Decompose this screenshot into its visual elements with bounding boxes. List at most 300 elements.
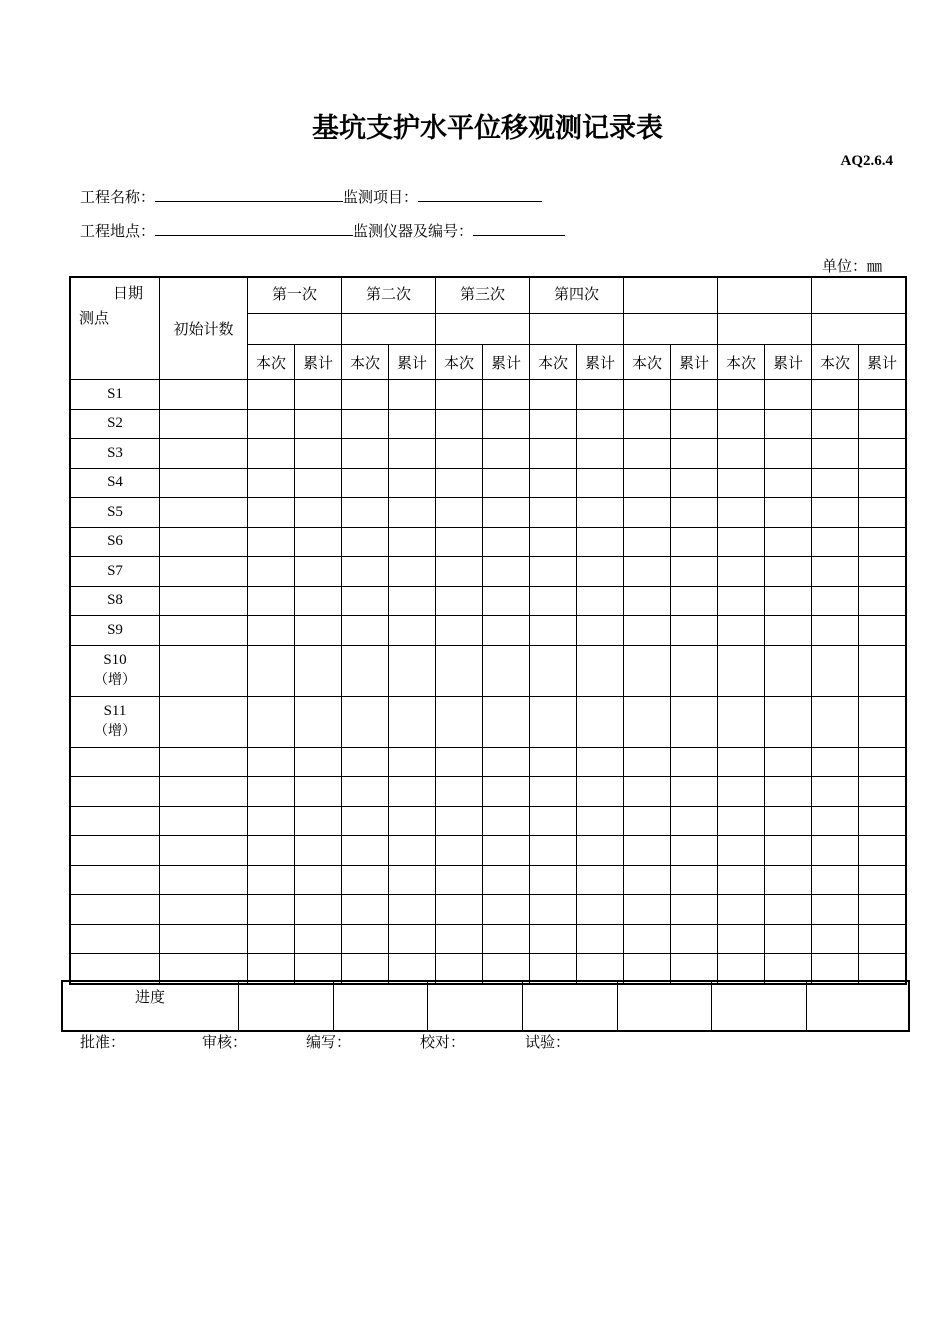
value-cell[interactable]	[342, 557, 389, 587]
value-cell[interactable]	[671, 409, 718, 439]
value-cell[interactable]	[436, 895, 483, 925]
value-cell[interactable]	[295, 645, 342, 696]
value-cell[interactable]	[859, 836, 906, 866]
initial-count-cell[interactable]	[160, 586, 248, 616]
value-cell[interactable]	[436, 527, 483, 557]
initial-count-cell[interactable]	[160, 924, 248, 954]
value-cell[interactable]	[389, 747, 436, 777]
value-cell[interactable]	[342, 836, 389, 866]
initial-count-cell[interactable]	[160, 954, 248, 984]
value-cell[interactable]	[624, 836, 671, 866]
initial-count-cell[interactable]	[160, 777, 248, 807]
value-cell[interactable]	[812, 954, 859, 984]
value-cell[interactable]	[389, 468, 436, 498]
value-cell[interactable]	[765, 924, 812, 954]
value-cell[interactable]	[295, 380, 342, 410]
value-cell[interactable]	[577, 747, 624, 777]
value-cell[interactable]	[765, 747, 812, 777]
project-name-blank[interactable]	[155, 186, 343, 202]
value-cell[interactable]	[436, 696, 483, 747]
value-cell[interactable]	[248, 895, 295, 925]
value-cell[interactable]	[718, 439, 765, 469]
value-cell[interactable]	[248, 924, 295, 954]
value-cell[interactable]	[248, 498, 295, 528]
value-cell[interactable]	[248, 468, 295, 498]
value-cell[interactable]	[624, 439, 671, 469]
value-cell[interactable]	[248, 527, 295, 557]
round-date-cell[interactable]	[812, 314, 906, 345]
value-cell[interactable]	[859, 439, 906, 469]
value-cell[interactable]	[624, 557, 671, 587]
value-cell[interactable]	[295, 439, 342, 469]
value-cell[interactable]	[248, 806, 295, 836]
value-cell[interactable]	[436, 468, 483, 498]
value-cell[interactable]	[530, 439, 577, 469]
value-cell[interactable]	[859, 865, 906, 895]
value-cell[interactable]	[765, 645, 812, 696]
value-cell[interactable]	[812, 806, 859, 836]
value-cell[interactable]	[342, 895, 389, 925]
progress-cell[interactable]	[428, 982, 523, 1031]
value-cell[interactable]	[671, 645, 718, 696]
value-cell[interactable]	[248, 645, 295, 696]
value-cell[interactable]	[859, 409, 906, 439]
value-cell[interactable]	[577, 409, 624, 439]
progress-cell[interactable]	[618, 982, 712, 1031]
value-cell[interactable]	[295, 586, 342, 616]
value-cell[interactable]	[577, 645, 624, 696]
value-cell[interactable]	[248, 747, 295, 777]
value-cell[interactable]	[295, 616, 342, 646]
value-cell[interactable]	[342, 806, 389, 836]
value-cell[interactable]	[248, 409, 295, 439]
value-cell[interactable]	[483, 954, 530, 984]
value-cell[interactable]	[624, 498, 671, 528]
value-cell[interactable]	[389, 865, 436, 895]
initial-count-cell[interactable]	[160, 439, 248, 469]
initial-count-cell[interactable]	[160, 865, 248, 895]
value-cell[interactable]	[812, 557, 859, 587]
value-cell[interactable]	[389, 586, 436, 616]
value-cell[interactable]	[295, 468, 342, 498]
value-cell[interactable]	[483, 836, 530, 866]
round-date-cell[interactable]	[624, 314, 718, 345]
value-cell[interactable]	[483, 696, 530, 747]
value-cell[interactable]	[718, 954, 765, 984]
value-cell[interactable]	[812, 777, 859, 807]
value-cell[interactable]	[671, 747, 718, 777]
value-cell[interactable]	[295, 895, 342, 925]
value-cell[interactable]	[624, 806, 671, 836]
value-cell[interactable]	[436, 777, 483, 807]
value-cell[interactable]	[671, 696, 718, 747]
value-cell[interactable]	[859, 924, 906, 954]
initial-count-cell[interactable]	[160, 895, 248, 925]
value-cell[interactable]	[577, 865, 624, 895]
value-cell[interactable]	[295, 409, 342, 439]
value-cell[interactable]	[436, 557, 483, 587]
value-cell[interactable]	[248, 696, 295, 747]
value-cell[interactable]	[295, 924, 342, 954]
value-cell[interactable]	[859, 557, 906, 587]
value-cell[interactable]	[577, 696, 624, 747]
initial-count-cell[interactable]	[160, 380, 248, 410]
value-cell[interactable]	[530, 616, 577, 646]
value-cell[interactable]	[718, 777, 765, 807]
value-cell[interactable]	[765, 836, 812, 866]
value-cell[interactable]	[436, 380, 483, 410]
value-cell[interactable]	[483, 439, 530, 469]
value-cell[interactable]	[436, 747, 483, 777]
value-cell[interactable]	[718, 557, 765, 587]
value-cell[interactable]	[483, 924, 530, 954]
value-cell[interactable]	[436, 954, 483, 984]
initial-count-cell[interactable]	[160, 527, 248, 557]
value-cell[interactable]	[295, 806, 342, 836]
value-cell[interactable]	[624, 954, 671, 984]
value-cell[interactable]	[624, 468, 671, 498]
value-cell[interactable]	[765, 380, 812, 410]
value-cell[interactable]	[436, 586, 483, 616]
value-cell[interactable]	[812, 527, 859, 557]
value-cell[interactable]	[389, 954, 436, 984]
value-cell[interactable]	[812, 498, 859, 528]
value-cell[interactable]	[671, 954, 718, 984]
value-cell[interactable]	[859, 954, 906, 984]
value-cell[interactable]	[577, 777, 624, 807]
value-cell[interactable]	[248, 439, 295, 469]
value-cell[interactable]	[812, 586, 859, 616]
value-cell[interactable]	[342, 645, 389, 696]
value-cell[interactable]	[812, 468, 859, 498]
value-cell[interactable]	[765, 498, 812, 528]
value-cell[interactable]	[295, 954, 342, 984]
value-cell[interactable]	[718, 806, 765, 836]
value-cell[interactable]	[530, 409, 577, 439]
value-cell[interactable]	[530, 836, 577, 866]
value-cell[interactable]	[671, 616, 718, 646]
value-cell[interactable]	[436, 616, 483, 646]
value-cell[interactable]	[530, 806, 577, 836]
value-cell[interactable]	[530, 645, 577, 696]
monitor-item-blank[interactable]	[418, 186, 542, 202]
value-cell[interactable]	[718, 586, 765, 616]
value-cell[interactable]	[765, 527, 812, 557]
value-cell[interactable]	[812, 409, 859, 439]
value-cell[interactable]	[577, 924, 624, 954]
value-cell[interactable]	[248, 836, 295, 866]
value-cell[interactable]	[718, 409, 765, 439]
value-cell[interactable]	[436, 498, 483, 528]
value-cell[interactable]	[483, 645, 530, 696]
value-cell[interactable]	[389, 836, 436, 866]
value-cell[interactable]	[295, 836, 342, 866]
value-cell[interactable]	[295, 557, 342, 587]
value-cell[interactable]	[577, 498, 624, 528]
value-cell[interactable]	[812, 865, 859, 895]
value-cell[interactable]	[483, 468, 530, 498]
value-cell[interactable]	[577, 468, 624, 498]
initial-count-cell[interactable]	[160, 468, 248, 498]
value-cell[interactable]	[483, 557, 530, 587]
value-cell[interactable]	[530, 468, 577, 498]
value-cell[interactable]	[248, 586, 295, 616]
instrument-blank[interactable]	[473, 220, 565, 236]
value-cell[interactable]	[483, 409, 530, 439]
value-cell[interactable]	[295, 865, 342, 895]
value-cell[interactable]	[718, 747, 765, 777]
value-cell[interactable]	[389, 498, 436, 528]
value-cell[interactable]	[671, 527, 718, 557]
value-cell[interactable]	[765, 616, 812, 646]
value-cell[interactable]	[812, 616, 859, 646]
value-cell[interactable]	[483, 498, 530, 528]
value-cell[interactable]	[859, 527, 906, 557]
value-cell[interactable]	[436, 645, 483, 696]
value-cell[interactable]	[530, 747, 577, 777]
initial-count-cell[interactable]	[160, 836, 248, 866]
value-cell[interactable]	[718, 696, 765, 747]
progress-cell[interactable]	[807, 982, 909, 1031]
round-date-cell[interactable]	[530, 314, 624, 345]
value-cell[interactable]	[436, 836, 483, 866]
value-cell[interactable]	[295, 527, 342, 557]
value-cell[interactable]	[671, 380, 718, 410]
value-cell[interactable]	[295, 498, 342, 528]
value-cell[interactable]	[812, 696, 859, 747]
initial-count-cell[interactable]	[160, 498, 248, 528]
value-cell[interactable]	[812, 439, 859, 469]
value-cell[interactable]	[624, 527, 671, 557]
value-cell[interactable]	[483, 586, 530, 616]
value-cell[interactable]	[389, 409, 436, 439]
value-cell[interactable]	[577, 527, 624, 557]
value-cell[interactable]	[718, 924, 765, 954]
value-cell[interactable]	[389, 645, 436, 696]
value-cell[interactable]	[624, 865, 671, 895]
value-cell[interactable]	[812, 895, 859, 925]
value-cell[interactable]	[859, 498, 906, 528]
value-cell[interactable]	[624, 616, 671, 646]
value-cell[interactable]	[671, 557, 718, 587]
value-cell[interactable]	[436, 924, 483, 954]
value-cell[interactable]	[859, 645, 906, 696]
value-cell[interactable]	[671, 777, 718, 807]
value-cell[interactable]	[342, 586, 389, 616]
value-cell[interactable]	[718, 895, 765, 925]
value-cell[interactable]	[671, 498, 718, 528]
initial-count-cell[interactable]	[160, 409, 248, 439]
value-cell[interactable]	[671, 865, 718, 895]
value-cell[interactable]	[859, 468, 906, 498]
round-date-cell[interactable]	[436, 314, 530, 345]
value-cell[interactable]	[718, 616, 765, 646]
value-cell[interactable]	[765, 439, 812, 469]
round-date-cell[interactable]	[342, 314, 436, 345]
value-cell[interactable]	[624, 777, 671, 807]
value-cell[interactable]	[671, 468, 718, 498]
value-cell[interactable]	[765, 806, 812, 836]
value-cell[interactable]	[436, 806, 483, 836]
value-cell[interactable]	[671, 586, 718, 616]
value-cell[interactable]	[342, 468, 389, 498]
value-cell[interactable]	[718, 380, 765, 410]
value-cell[interactable]	[859, 696, 906, 747]
value-cell[interactable]	[389, 616, 436, 646]
value-cell[interactable]	[812, 924, 859, 954]
value-cell[interactable]	[624, 380, 671, 410]
value-cell[interactable]	[483, 895, 530, 925]
value-cell[interactable]	[483, 527, 530, 557]
value-cell[interactable]	[718, 468, 765, 498]
value-cell[interactable]	[248, 557, 295, 587]
value-cell[interactable]	[389, 557, 436, 587]
value-cell[interactable]	[342, 747, 389, 777]
value-cell[interactable]	[342, 498, 389, 528]
value-cell[interactable]	[295, 696, 342, 747]
value-cell[interactable]	[577, 439, 624, 469]
initial-count-cell[interactable]	[160, 747, 248, 777]
value-cell[interactable]	[483, 616, 530, 646]
value-cell[interactable]	[765, 557, 812, 587]
value-cell[interactable]	[436, 409, 483, 439]
progress-cell[interactable]	[239, 982, 334, 1031]
value-cell[interactable]	[765, 954, 812, 984]
value-cell[interactable]	[530, 924, 577, 954]
value-cell[interactable]	[859, 616, 906, 646]
value-cell[interactable]	[342, 696, 389, 747]
value-cell[interactable]	[624, 895, 671, 925]
value-cell[interactable]	[718, 645, 765, 696]
value-cell[interactable]	[530, 586, 577, 616]
value-cell[interactable]	[577, 557, 624, 587]
value-cell[interactable]	[624, 696, 671, 747]
value-cell[interactable]	[389, 696, 436, 747]
progress-cell[interactable]	[712, 982, 807, 1031]
value-cell[interactable]	[389, 380, 436, 410]
value-cell[interactable]	[483, 777, 530, 807]
value-cell[interactable]	[859, 747, 906, 777]
initial-count-cell[interactable]	[160, 616, 248, 646]
value-cell[interactable]	[483, 806, 530, 836]
value-cell[interactable]	[671, 836, 718, 866]
value-cell[interactable]	[530, 777, 577, 807]
value-cell[interactable]	[530, 895, 577, 925]
value-cell[interactable]	[436, 439, 483, 469]
value-cell[interactable]	[859, 806, 906, 836]
value-cell[interactable]	[765, 865, 812, 895]
value-cell[interactable]	[765, 777, 812, 807]
value-cell[interactable]	[483, 747, 530, 777]
value-cell[interactable]	[342, 527, 389, 557]
value-cell[interactable]	[765, 895, 812, 925]
value-cell[interactable]	[342, 439, 389, 469]
value-cell[interactable]	[624, 747, 671, 777]
value-cell[interactable]	[718, 865, 765, 895]
value-cell[interactable]	[859, 895, 906, 925]
round-date-cell[interactable]	[718, 314, 812, 345]
value-cell[interactable]	[765, 409, 812, 439]
value-cell[interactable]	[436, 865, 483, 895]
value-cell[interactable]	[812, 380, 859, 410]
value-cell[interactable]	[530, 696, 577, 747]
value-cell[interactable]	[624, 586, 671, 616]
value-cell[interactable]	[295, 777, 342, 807]
value-cell[interactable]	[577, 380, 624, 410]
value-cell[interactable]	[577, 806, 624, 836]
value-cell[interactable]	[577, 836, 624, 866]
value-cell[interactable]	[624, 924, 671, 954]
initial-count-cell[interactable]	[160, 696, 248, 747]
round-date-cell[interactable]	[248, 314, 342, 345]
value-cell[interactable]	[671, 439, 718, 469]
value-cell[interactable]	[530, 557, 577, 587]
value-cell[interactable]	[624, 409, 671, 439]
value-cell[interactable]	[342, 777, 389, 807]
value-cell[interactable]	[342, 409, 389, 439]
value-cell[interactable]	[483, 865, 530, 895]
initial-count-cell[interactable]	[160, 557, 248, 587]
value-cell[interactable]	[859, 380, 906, 410]
value-cell[interactable]	[671, 924, 718, 954]
progress-cell[interactable]	[334, 982, 428, 1031]
value-cell[interactable]	[530, 954, 577, 984]
value-cell[interactable]	[718, 836, 765, 866]
value-cell[interactable]	[577, 895, 624, 925]
value-cell[interactable]	[389, 806, 436, 836]
value-cell[interactable]	[389, 439, 436, 469]
value-cell[interactable]	[765, 696, 812, 747]
value-cell[interactable]	[342, 924, 389, 954]
value-cell[interactable]	[859, 586, 906, 616]
value-cell[interactable]	[812, 747, 859, 777]
value-cell[interactable]	[389, 895, 436, 925]
value-cell[interactable]	[530, 527, 577, 557]
value-cell[interactable]	[389, 777, 436, 807]
value-cell[interactable]	[389, 527, 436, 557]
value-cell[interactable]	[248, 380, 295, 410]
project-location-blank[interactable]	[155, 220, 353, 236]
value-cell[interactable]	[342, 865, 389, 895]
value-cell[interactable]	[295, 747, 342, 777]
value-cell[interactable]	[718, 498, 765, 528]
value-cell[interactable]	[342, 616, 389, 646]
value-cell[interactable]	[530, 498, 577, 528]
value-cell[interactable]	[530, 380, 577, 410]
value-cell[interactable]	[812, 836, 859, 866]
value-cell[interactable]	[718, 527, 765, 557]
value-cell[interactable]	[248, 865, 295, 895]
value-cell[interactable]	[577, 616, 624, 646]
value-cell[interactable]	[530, 865, 577, 895]
value-cell[interactable]	[483, 380, 530, 410]
value-cell[interactable]	[577, 954, 624, 984]
value-cell[interactable]	[671, 895, 718, 925]
value-cell[interactable]	[577, 586, 624, 616]
value-cell[interactable]	[812, 645, 859, 696]
value-cell[interactable]	[389, 924, 436, 954]
initial-count-cell[interactable]	[160, 645, 248, 696]
value-cell[interactable]	[671, 806, 718, 836]
value-cell[interactable]	[248, 777, 295, 807]
value-cell[interactable]	[342, 380, 389, 410]
initial-count-cell[interactable]	[160, 806, 248, 836]
value-cell[interactable]	[248, 954, 295, 984]
value-cell[interactable]	[342, 954, 389, 984]
progress-cell[interactable]	[523, 982, 618, 1031]
value-cell[interactable]	[765, 468, 812, 498]
value-cell[interactable]	[248, 616, 295, 646]
